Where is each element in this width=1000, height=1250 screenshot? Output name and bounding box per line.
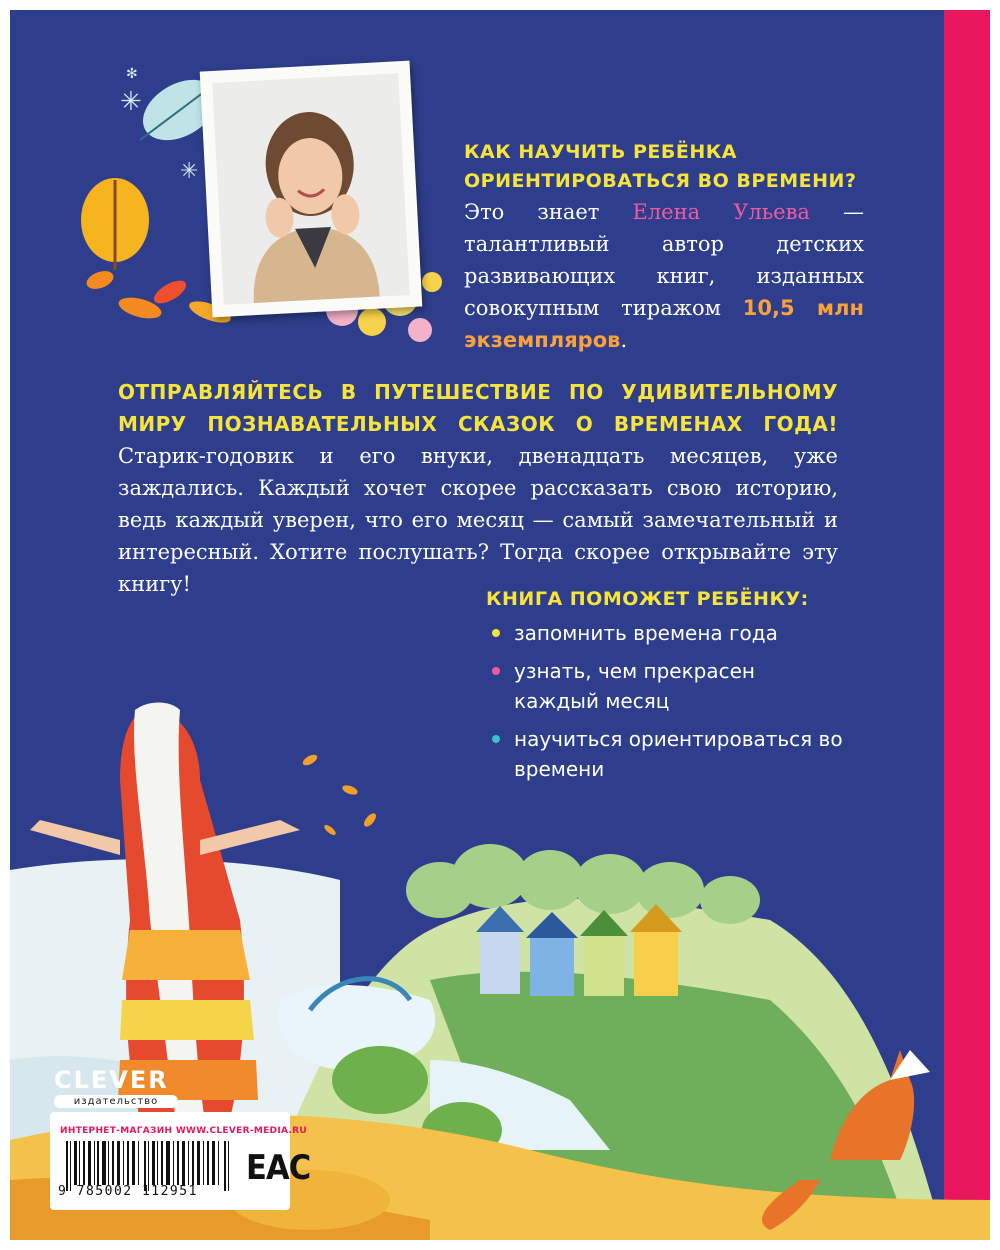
svg-text:✳: ✳ xyxy=(180,159,199,184)
author-middle-text: — талантливый автор детских развивающих книг, изданных совокупным тиражом xyxy=(464,200,864,320)
description-body: Старик-годовик и его внуки, двенадцать месяцев, уже заждались. Каждый хочет скорее рассказать свою историю, ведь каждый уверен, что его месяц — самый замечательный и интересный. Хотите послушать? Тогда скорее открывайте эту книгу! xyxy=(118,444,838,596)
shop-url: ИНТЕРНЕТ-МАГАЗИН WWW.CLEVER-MEDIA.RU xyxy=(60,1126,307,1136)
bullet-dot-icon xyxy=(492,667,500,675)
svg-text:✻: ✻ xyxy=(126,66,138,82)
bullet-dot-icon xyxy=(492,629,500,637)
description-text xyxy=(118,376,838,600)
description-block xyxy=(118,376,838,600)
author-block-heading: КАК НАУЧИТЬ РЕБЁНКА ОРИЕНТИРОВАТЬСЯ ВО ВРЕМЕНИ? xyxy=(464,141,857,192)
publisher-logo-subtitle: издательство xyxy=(54,1095,178,1108)
publisher-logo: CLEVER xyxy=(54,1066,169,1094)
benefits-heading: КНИГА ПОМОЖЕТ РЕБЁНКУ: xyxy=(486,588,809,610)
benefit-label: узнать, чем прекрасен каждый месяц xyxy=(514,659,756,713)
description-heading: ОТПРАВЛЯЙТЕСЬ В ПУТЕШЕСТВИЕ ПО УДИВИТЕЛЬНОМУ МИРУ ПОЗНАВАТЕЛЬНЫХ СКАЗОК О ВРЕМЕНАХ ГОДА! xyxy=(118,380,838,436)
author-end-text: . xyxy=(620,328,628,352)
benefit-label: научиться ориентироваться во времени xyxy=(514,727,843,781)
author-block-text xyxy=(464,196,864,356)
author-photo xyxy=(200,61,423,318)
author-name: Елена Ульева xyxy=(632,200,810,224)
author-intro-text: Это знает xyxy=(464,200,633,224)
author-portrait-image xyxy=(212,73,409,304)
circulation-highlight: 10,5 млн экземпляров xyxy=(464,296,864,352)
benefit-item xyxy=(486,618,846,648)
benefit-label: запомнить времена года xyxy=(514,621,778,645)
svg-text:✳: ✳ xyxy=(120,87,142,117)
eac-mark: EAC xyxy=(246,1148,311,1188)
isbn-number: 9 785002 112951 xyxy=(58,1184,198,1199)
book-back-cover xyxy=(10,10,990,1240)
author-block xyxy=(464,138,864,356)
